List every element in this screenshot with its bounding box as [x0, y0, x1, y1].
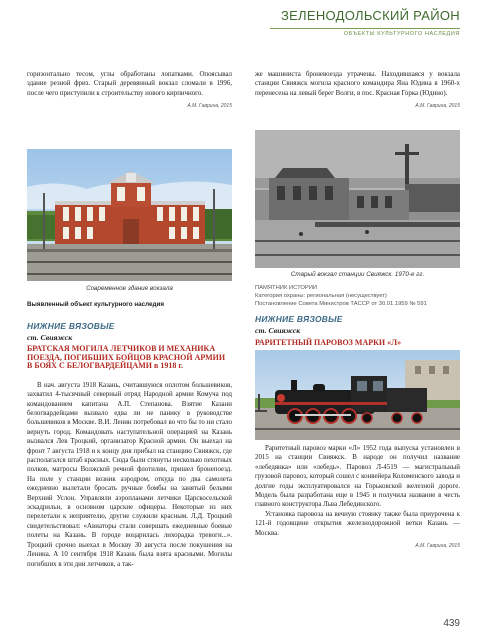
left-object-block — [27, 301, 232, 569]
section-subtitle: ОБЪЕКТЫ КУЛЬТУРНОГО НАСЛЕДИЯ — [343, 31, 460, 37]
left-intro-block — [27, 70, 232, 109]
left-intro-credit: А.М. Гаврина, 2015 — [187, 103, 232, 110]
right-object-text-block — [255, 444, 460, 549]
protection-decree: Постановление Совета Министров ТАССР от 30.01.1959 № 591 — [255, 301, 427, 307]
right-intro-credit: А.М. Гаврина, 2015 — [415, 103, 460, 110]
header-divider — [270, 28, 460, 29]
right-object-text-2: Установка паровоза на вечную стоянку также была приурочена к 121-й годовщине открытия железнодорожной ветки Казань — Москва. — [255, 510, 460, 537]
left-object-text: В нач. августа 1918 Казань, считавшуюся оплотом большевиков, захватил 4-тысячный северный отряд Народной армии Комуча под командованием капитана А.П. Степанова. Взятие Казани белогвардейцами вызвало едва ли не панику в руководстве большевиков в Москве. В.И. Ленин потребовал во что бы то ни стало вернуть город. Командовать наступательной операцией на Казань вызвался Лев Троцкий, организатор Красной армии. Он выехал на фронт 7 августа 1918 и к концу дня прибыл на станцию Свияжск, где располагался штаб красных. Сюда были стянуты несколько пехотных полков, матросы Волжской речной флотилии, пришел бронепоезд. На поле у станции возник аэродром, откуда по два самолета ежедневно вылетали бросать ручные бомбы на занятый белыми Верхний Услон. Управляли аэропланами летчики Царскосельской эскадрильи, в основном царские офицеры. Некоторые из них перелетали к неприятелю, другие служили красным. Л.Д. Троцкий свидетельствовал: «Авиаторы стали совершать ежедневные боевые полеты на Казань. В городе воцарилась лихорадка тревоги...». Троцкий срочно выехал в Москву 30 августа после покушения на Ленина. А 10 сентября 1918 Казань была взята красными. Могилы погибших в эти дни летчиков, а так- — [27, 381, 232, 568]
left-place-name: НИЖНИЕ ВЯЗОВЫЕ — [27, 321, 115, 331]
right-place-name: НИЖНИЕ ВЯЗОВЫЕ — [255, 314, 343, 324]
old-station-photo — [255, 130, 460, 268]
left-object-title: БРАТСКАЯ МОГИЛА ЛЕТЧИКОВ И МЕХАНИКА ПОЕЗДА, ПОГИБШИХ БОЙЦОВ КРАСНОЙ АРМИИ В БОЯХ С БЕЛОГВАРДЕЙЦАМИ в 1918 г. — [27, 344, 226, 371]
modern-station-caption: Современное здание вокзала — [86, 285, 173, 292]
old-station-caption: Старый вокзал станции Свияжск. 1970-е гг. — [290, 271, 425, 278]
monument-label: ПАМЯТНИК ИСТОРИИ — [255, 285, 318, 291]
heritage-label: Выявленный объект культурного наследия — [27, 301, 165, 308]
right-object-credit: А.М. Гаврина, 2015 — [415, 543, 460, 550]
right-object-text-1: Раритетный паровоз марки «Л» 1952 года выпуска установлен в 2015 на станции Свияжск. В народе он получил название «лебедянка» или «лебедь». Паровоз Л-4519 — магистральный грузовой паровоз, который сошел с конвейера Коломенского завода и долгие годы эксплуатировался на Горьковской железной дороге. Модель была разработана еще в 1945 и получила название в честь главного конструктора Льва Лебединского. — [255, 445, 460, 509]
left-station-name: ст. Свияжск — [27, 333, 73, 342]
left-intro-text: горизонтально тесом, углы обработаны лопатками. Опоясывал здание резной фриз. Старый деревянный вокзал сломали в 1996, после чего приступили к строительству нового кирпичного. — [27, 71, 232, 97]
right-station-name: ст. Свияжск — [255, 326, 301, 335]
page-number: 439 — [443, 618, 460, 629]
right-object-title: РАРИТЕТНЫЙ ПАРОВОЗ МАРКИ «Л» — [255, 338, 402, 347]
right-object-block — [255, 284, 460, 358]
page-header — [0, 6, 487, 42]
right-intro-text: же машиниста броневоезда утрачены. Находившаяся у вокзала станции Свияжск могила красного командира Яна Юдина в 1960-х перенесена на левый берег Волги, в пос. Красная Горка (Юдино). — [255, 71, 460, 97]
protection-category: Категория охраны: региональная (несуществует) — [255, 293, 387, 299]
modern-station-photo — [27, 149, 232, 281]
right-intro-block — [255, 70, 460, 109]
locomotive-photo — [255, 350, 460, 440]
section-title: ЗЕЛЕНОДОЛЬСКИЙ РАЙОН — [280, 8, 460, 23]
